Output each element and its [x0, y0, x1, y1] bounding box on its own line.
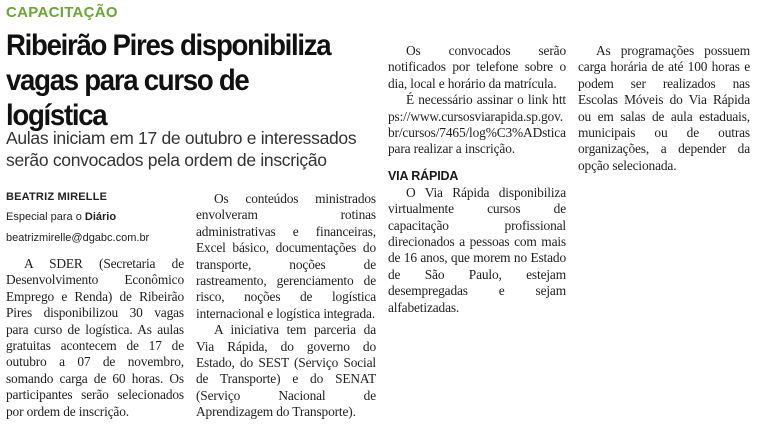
role-prefix: Especial para o	[6, 211, 82, 223]
author-name: BEATRIZ MIRELLE	[6, 191, 108, 203]
byline	[6, 190, 186, 246]
author-email: beatrizmirelle@dgabc.com.br	[6, 232, 150, 244]
paragraph-3: A iniciativa tem parceria da Via Rápida, do governo do Estado, do SEST (Serviço Social de Transporte) e do SENAT (Serviço Nacional de Aprendizagem do Transporte).	[196, 322, 376, 420]
subheadline: Aulas iniciam em 17 de outubro e interessados serão convocados pela ordem de inscrição	[6, 128, 357, 170]
author-role	[6, 210, 186, 225]
article-column-2	[196, 191, 376, 421]
article-column-1	[6, 256, 184, 420]
headline: Ribeirão Pires disponibiliza vagas para curso de logística	[6, 29, 331, 132]
paragraph-7: As programações possuem carga horária de até 100 horas e podem ser realizados nas Escolas Móveis do Via Rápida ou em salas de aula estaduais, municipais ou de outras organizações, a depender da opção selecionada.	[578, 43, 750, 173]
section-tag: CAPACITAÇÃO	[6, 4, 118, 21]
paragraph-6: O Via Rápida disponibiliza virtualmente cursos de capacitação profissional direcionados a pessoas com mais de 16 anos, que morem no Estado de São Paulo, estejam desempregadas e sejam alfabetizadas.	[388, 184, 566, 315]
paragraph-2: Os conteúdos ministrados envolveram rotinas administrativas e financeiras, Excel básico, documentações do transporte, noções de rastreamento, gerenciamento de risco, noções de logística internacional e logística integrada.	[196, 191, 376, 321]
article-column-3	[388, 43, 566, 316]
article-column-4	[578, 43, 750, 174]
paragraph-1: A SDER (Secretaria de Desenvolvimento Econômico Emprego e Renda) de Ribeirão Pires disponibilizou 30 vagas para curso de logística. As aulas gratuitas acontecem de 17 de outubro a 07 de novembro, somando carga de 60 horas. Os participantes serão selecionados por ordem de inscrição.	[6, 256, 184, 419]
paragraph-4: Os convocados serão notificados por telefone sobre o dia, local e horário da matrícula.	[388, 43, 566, 91]
paragraph-5: É necessário assinar o link https://www.cursosviarapida.sp.gov.br/cursos/7465/log%C3%ADstica para realizar a inscrição.	[388, 92, 566, 157]
outlet-name: Diário	[84, 211, 117, 223]
subsection-title: VIA RÁPIDA	[388, 168, 459, 183]
